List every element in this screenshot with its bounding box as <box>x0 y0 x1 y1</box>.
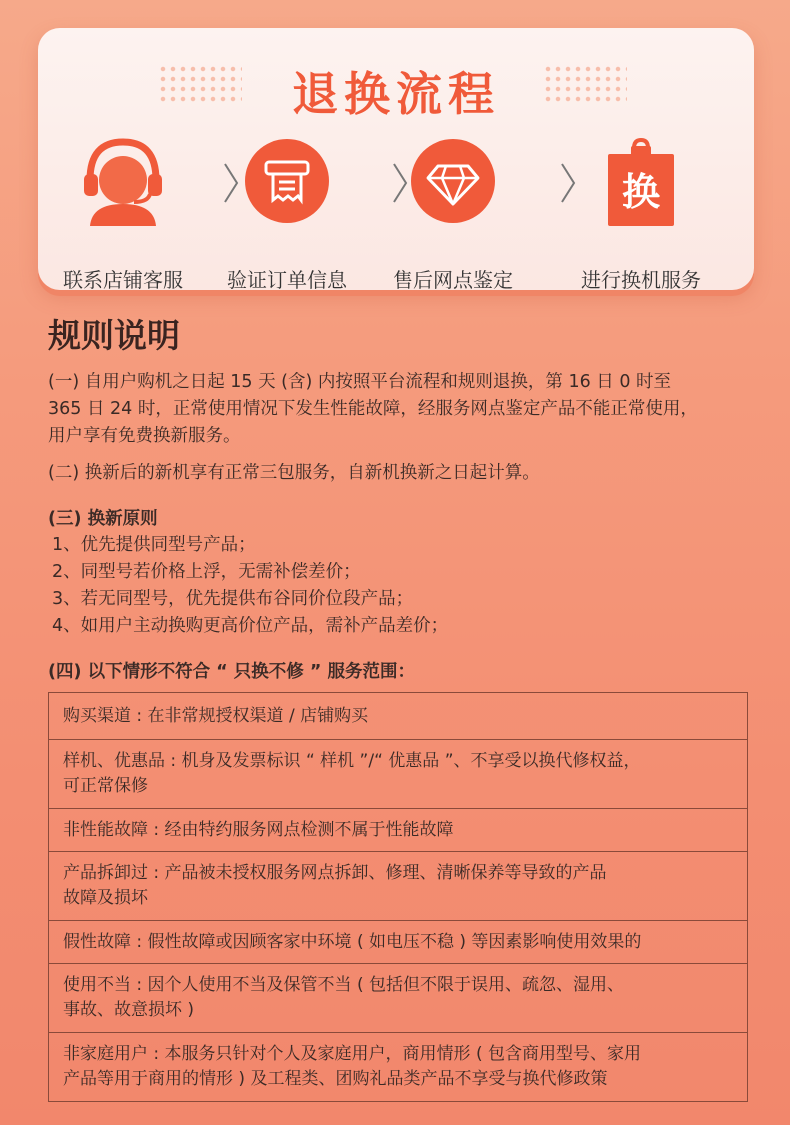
customer-service-icon <box>78 136 168 226</box>
table-cell-line: 购买渠道 : 在非常规授权渠道 / 店铺购买 <box>63 705 369 726</box>
table-row <box>49 964 748 1033</box>
table-cell-line: 产品等用于商用的情形 ) 及工程类、团购礼品类产品不享受与换代修政策 <box>63 1069 608 1089</box>
table-cell-line: 产品拆卸过 : 产品被未授权服务网点拆卸、修理、清晰保养等导致的产品 <box>63 863 607 883</box>
table-cell-line: 故障及损坏 <box>63 888 148 908</box>
table-cell-line: 可正常保修 <box>63 776 148 796</box>
exclusions-table <box>48 692 748 1102</box>
list-item: 1、优先提供同型号产品； <box>52 535 256 555</box>
table-row <box>49 809 748 852</box>
receipt-icon <box>242 136 332 226</box>
table-row <box>49 1033 748 1102</box>
process-title: 退换流程 <box>292 67 500 121</box>
rule-one <box>48 369 753 450</box>
exchange-glyph: 换 <box>621 170 661 214</box>
rule-three-title: (三) 换新原则 <box>48 509 158 529</box>
exchange-tag-icon <box>596 136 686 226</box>
step-label: 验证订单信息 <box>227 268 347 292</box>
return-process-card <box>38 28 754 290</box>
table-row <box>49 921 748 964</box>
step-service-inspection <box>378 136 528 293</box>
rule-one-line: 用户享有免费换新服务。 <box>48 426 241 446</box>
step-contact-service <box>48 136 198 293</box>
list-item: 4、如用户主动换购更高价位产品，需补产品差价； <box>52 616 449 636</box>
table-cell-line: 假性故障 : 假性故障或因顾客家中环境 ( 如电压不稳 ) 等因素影响使用效果的 <box>63 931 642 952</box>
rule-two: (二) 换新后的新机享有正常三包服务，自新机换新之日起计算。 <box>48 463 540 483</box>
table-row <box>49 740 748 809</box>
table-row <box>49 693 748 740</box>
table-row <box>49 852 748 921</box>
step-verify-order <box>212 136 362 293</box>
rule-one-line: 365 日 24 时，正常使用情况下发生性能故障，经服务网点鉴定产品不能正常使用， <box>48 399 698 419</box>
step-label: 联系店铺客服 <box>63 268 183 292</box>
table-cell-line: 非家庭用户 : 本服务只针对个人及家庭用户，商用情形 ( 包含商用型号、家用 <box>63 1044 641 1064</box>
table-cell-line: 样机、优惠品 : 机身及发票标识 “ 样机 ”/“ 优惠品 ”、不享受以换代修权益， <box>63 751 641 771</box>
table-cell-line: 非性能故障 : 经由特约服务网点检测不属于性能故障 <box>63 819 454 840</box>
list-item: 3、若无同型号，优先提供布谷同价位段产品； <box>52 589 414 609</box>
step-label: 进行换机服务 <box>581 268 701 292</box>
list-item: 2、同型号若价格上浮，无需补偿差价； <box>52 562 361 582</box>
rule-four-title: (四) 以下情形不符合 “ 只换不修 ” 服务范围： <box>48 662 415 682</box>
table-cell-line: 事故、故意损坏 ) <box>63 1000 195 1020</box>
rule-one-line: (一) 自用户购机之日起 15 天 (含) 内按照平台流程和规则退换，第 16 日 0 时至 <box>48 372 672 392</box>
step-exchange-service <box>566 136 716 293</box>
rules-heading: 规则说明 <box>48 316 180 355</box>
step-label: 售后网点鉴定 <box>393 268 513 292</box>
table-cell-line: 使用不当 : 因个人使用不当及保管不当 ( 包括但不限于误用、疏忽、湿用、 <box>63 975 624 995</box>
diamond-icon <box>408 136 498 226</box>
